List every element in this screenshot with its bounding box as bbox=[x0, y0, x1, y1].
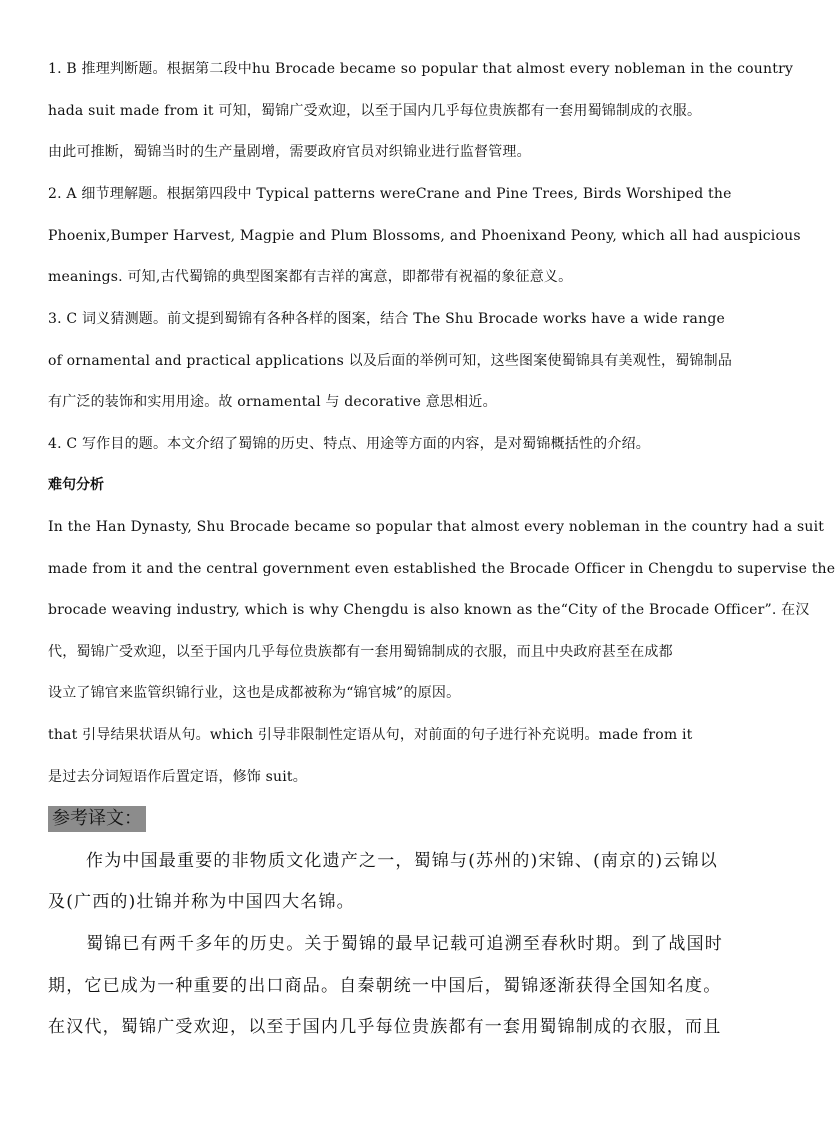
answer-q3-line2: of ornamental and practical applications 以及后面的举例可知，这些图案使蜀锦具有美观性，蜀锦制品 bbox=[48, 353, 733, 369]
translation-p2-line2: 期，它已成为一种重要的出口商品。自秦朝统一中国后，蜀锦逐渐获得全国知名度。 bbox=[48, 976, 722, 996]
difficult-sentence-zh-line2: 设立了锦官来监管织锦行业，这也是成都被称为“锦官城”的原因。 bbox=[48, 685, 461, 701]
answer-q1-line3: 由此可推断，蜀锦当时的生产量剧增，需要政府官员对织锦业进行监督管理。 bbox=[48, 144, 531, 160]
answer-q2-line3: meanings. 可知,古代蜀锦的典型图案都有吉祥的寓意，即都带有祝福的象征意义。 bbox=[48, 269, 573, 285]
difficult-sentence-en-line1: In the Han Dynasty, Shu Brocade became so popular that almost every nobleman in the country had a suit bbox=[48, 519, 825, 535]
translation-p2-line3: 在汉代，蜀锦广受欢迎，以至于国内几乎每位贵族都有一套用蜀锦制成的衣服，而且 bbox=[48, 1017, 722, 1037]
answer-q2-line1: 2. A 细节理解题。根据第四段中 Typical patterns wereCrane and Pine Trees, Birds Worshiped the bbox=[48, 186, 732, 202]
answer-q1-line1: 1. B 推理判断题。根据第二段中hu Brocade became so popular that almost every nobleman in the country bbox=[48, 61, 794, 77]
difficult-sentence-heading: 难句分析 bbox=[48, 477, 104, 493]
difficult-sentence-zh-line1: 代，蜀锦广受欢迎，以至于国内几乎每位贵族都有一套用蜀锦制成的衣服，而且中央政府甚至在成都 bbox=[48, 644, 673, 660]
grammar-note-line2: 是过去分词短语作后置定语，修饰 suit。 bbox=[48, 769, 307, 785]
translation-p2-line1: 蜀锦已有两千多年的历史。关于蜀锦的最早记载可追溯至春秋时期。到了战国时 bbox=[86, 934, 723, 954]
translation-heading: 参考译文： bbox=[48, 806, 146, 832]
answer-q3-line3: 有广泛的装饰和实用用途。故 ornamental 与 decorative 意思相近。 bbox=[48, 394, 497, 410]
translation-p1-line2: 及(广西的)壮锦并称为中国四大名锦。 bbox=[48, 892, 355, 912]
translation-p1-line1: 作为中国最重要的非物质文化遗产之一，蜀锦与(苏州的)宋锦、(南京的)云锦以 bbox=[86, 851, 718, 871]
answer-q4-line1: 4. C 写作目的题。本文介绍了蜀锦的历史、特点、用途等方面的内容，是对蜀锦概括性的介绍。 bbox=[48, 436, 650, 452]
difficult-sentence-en-line2: made from it and the central government even established the Brocade Officer in Chengdu to supervise the bbox=[48, 561, 835, 577]
answer-q3-line1: 3. C 词义猜测题。前文提到蜀锦有各种各样的图案，结合 The Shu Brocade works have a wide range bbox=[48, 311, 725, 327]
answer-q2-line2: Phoenix,Bumper Harvest, Magpie and Plum Blossoms, and Phoenixand Peony, which all had auspicious bbox=[48, 228, 801, 244]
answer-q1-line2: hada suit made from it 可知，蜀锦广受欢迎，以至于国内几乎每位贵族都有一套用蜀锦制成的衣服。 bbox=[48, 103, 702, 119]
difficult-sentence-en-line3: brocade weaving industry, which is why Chengdu is also known as the“City of the Brocade Officer”. 在汉 bbox=[48, 602, 810, 618]
grammar-note-line1: that 引导结果状语从句。which 引导非限制性定语从句，对前面的句子进行补充说明。made from it bbox=[48, 727, 693, 743]
